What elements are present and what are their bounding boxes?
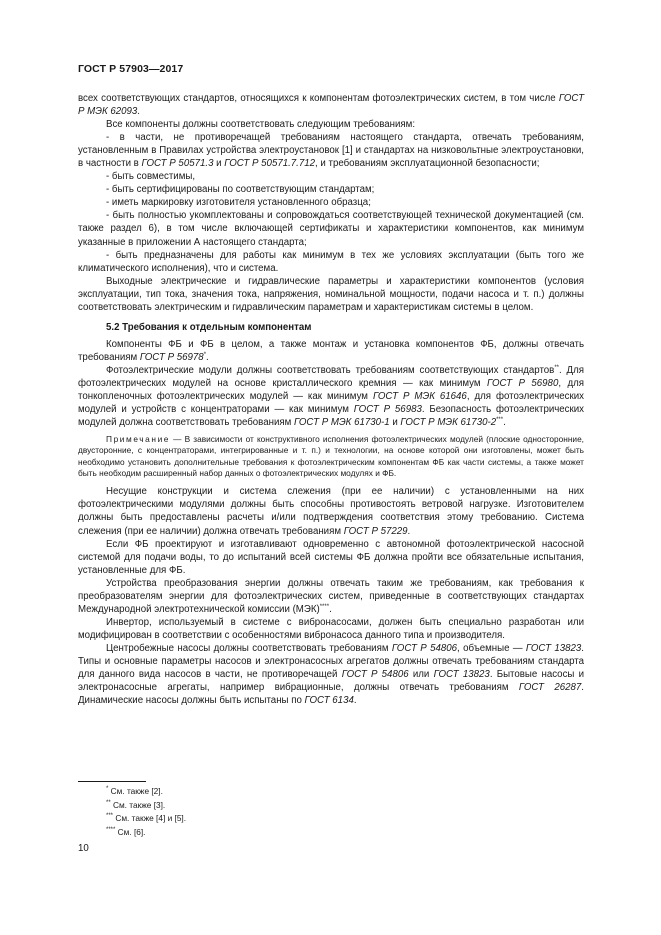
list-item: - быть предназначены для работы как минимум в тех же условиях эксплуатации (быть того же климатического исполнения), что и система. bbox=[78, 249, 584, 274]
paragraph: Несущие конструкции и система слежения (при ее наличии) с установленными на них фотоэлектрическими модулями должны быть способны противостоять ветровой нагрузке. Изготовителем должны быть предоставлены расчеты и/или подтверждения соответствия этому требованию. Система слежения (при ее наличии) должна отвечать требованиям ГОСТ Р 57229. bbox=[78, 486, 584, 537]
footnote: * См. также [2]. bbox=[106, 786, 163, 796]
standard-ref: ГОСТ Р МЭК 61730-1 bbox=[293, 417, 390, 429]
paragraph: Устройства преобразования энергии должны отвечать таким же требованиям, как требования к преобразователям энергии для фотоэлектрических систем, приведенные в соответствующих стандартах Международной электротехнической комиссии (МЭК)****. bbox=[78, 577, 584, 615]
standard-ref: ГОСТ 13823 bbox=[433, 669, 490, 681]
note bbox=[78, 434, 584, 479]
standard-ref: ГОСТ Р 50571.3 bbox=[141, 158, 214, 170]
standard-ref: ГОСТ 6134 bbox=[304, 695, 354, 707]
standard-ref: ГОСТ 13823 bbox=[525, 642, 582, 654]
list-item: - в части, не противоречащей требованиям настоящего стандарта, отвечать требованиям, установленным в Правилах устройства электроустановок [1] и стандартах на низковольтные электроустановки, в частности в ГОСТ Р 50571.3 и ГОСТ Р 50571.7.712, и требованиям эксплуатационной безопасности; bbox=[78, 132, 584, 170]
paragraph: Компоненты ФБ и ФБ в целом, а также монтаж и установка компонентов ФБ, должны отвечать требованиям ГОСТ Р 56978*. bbox=[78, 338, 584, 363]
standard-ref: ГОСТ Р 54806 bbox=[341, 669, 409, 681]
paragraph: Центробежные насосы должны соответствовать требованиям ГОСТ Р 54806, объемные — ГОСТ 13823. Типы и основные параметры насосов и электронасосных агрегатов должны отвечать требованиям стандарта для данного вида насосов в части, не противоречащей ГОСТ Р 54806 или ГОСТ 13823. Бытовые насосы и электронасосные агрегаты, например вибрационные, должны отвечать требованиям ГОСТ 26287. Динамические насосы должны быть испытаны по ГОСТ 6134. bbox=[78, 642, 585, 707]
standard-ref: ГОСТ Р 54806 bbox=[391, 642, 458, 654]
footnote: ** См. также [3]. bbox=[106, 799, 166, 810]
document-header: ГОСТ Р 57903—2017 bbox=[78, 63, 184, 75]
list-item: - иметь маркировку изготовителя установленного образца; bbox=[106, 197, 371, 209]
paragraph: Инвертор, используемый в системе с вибронасосами, должен быть специально разработан или модифицирован в соответствии с особенностями вибронасоса данного типа и производителя. bbox=[78, 616, 584, 641]
footnote-ref: **** bbox=[319, 603, 330, 610]
standard-ref: ГОСТ Р 56980 bbox=[487, 377, 559, 389]
footnote-ref: *** bbox=[496, 417, 504, 424]
standard-ref: ГОСТ Р 56978 bbox=[139, 351, 204, 363]
paragraph: всех соответствующих стандартов, относящихся к компонентам фотоэлектрических систем, в том числе ГОСТ Р МЭК 62093. bbox=[78, 93, 584, 118]
paragraph: Фотоэлектрические модули должны соответствовать требованиям соответствующих стандартов**. Для фотоэлектрических модулей на основе кристаллического кремния — как минимум ГОСТ Р 56980, для тонкопленочных фотоэлектрических модулей — как минимум ГОСТ Р МЭК 61646, для фотоэлектрических модулей и устройств с концентраторами — как минимум ГОСТ Р 56983. Безопасность фотоэлектрических модулей должна соответствовать требованиям ГОСТ Р МЭК 61730-1 и ГОСТ Р МЭК 61730-2***. bbox=[78, 364, 585, 429]
footnote: **** См. [6]. bbox=[106, 826, 146, 837]
page-number: 10 bbox=[78, 843, 89, 854]
standard-ref: ГОСТ Р 57229 bbox=[343, 525, 408, 537]
standard-ref: ГОСТ Р МЭК 61646 bbox=[372, 391, 467, 403]
standard-ref: ГОСТ Р МЭК 61730-2 bbox=[400, 417, 497, 429]
footnote: *** См. также [4] и [5]. bbox=[106, 813, 187, 824]
list-item: - быть полностью укомплектованы и сопровождаться соответствующей технической документацией (см. также раздел 6), в том числе включающей сертификаты и характеристики компонентов, как минимум указанные в приложении А настоящего стандарта; bbox=[78, 210, 584, 248]
footnotes bbox=[106, 785, 186, 839]
list-item: - быть совместимы, bbox=[106, 171, 196, 183]
document-body bbox=[78, 92, 584, 707]
section-heading: 5.2 Требования к отдельным компонентам bbox=[106, 321, 312, 333]
note-label: Примечание bbox=[106, 434, 171, 445]
paragraph: Если ФБ проектируют и изготавливают одновременно с автономной фотоэлектрической насосной системой для подачи воды, то до испытаний всей системы ФБ должна пройти все обязательные испытания, установленные для ФБ. bbox=[78, 538, 584, 576]
standard-ref: ГОСТ 26287 bbox=[518, 682, 582, 694]
footnote-divider bbox=[78, 781, 146, 782]
standard-ref: ГОСТ Р 50571.7.712 bbox=[224, 158, 316, 170]
list-item: - быть сертифицированы по соответствующим стандартам; bbox=[106, 184, 375, 196]
standard-ref: ГОСТ Р 56983 bbox=[353, 404, 422, 416]
note-text: — В зависимости от конструктивного исполнения фотоэлектрических модулей (плоские односторонние, двусторонние, с концентраторами, интегрированные и т. п.) и технологии, на основе которой они изготовлены, может быть необходимо установить дополнительные требования к фотоэлектрическим компонентам ФБ как части системы, а также может быть необходим расширенный набор данных о фотоэлектрических модулях и ФБ. bbox=[78, 434, 584, 479]
standard-ref: ГОСТ Р МЭК 62093 bbox=[78, 93, 584, 118]
paragraph: Выходные электрические и гидравлические параметры и характеристики компонентов (условия эксплуатации, тип тока, значения тока, напряжения, номинальной мощности, подачи насоса и т. п.) должны соответствовать электрическим и гидравлическим параметрам и характеристикам системы в целом. bbox=[78, 275, 584, 313]
paragraph: Все компоненты должны соответствовать следующим требованиям: bbox=[106, 119, 416, 131]
footnote-ref: ** bbox=[554, 364, 559, 371]
footnote-ref: * bbox=[203, 351, 207, 358]
